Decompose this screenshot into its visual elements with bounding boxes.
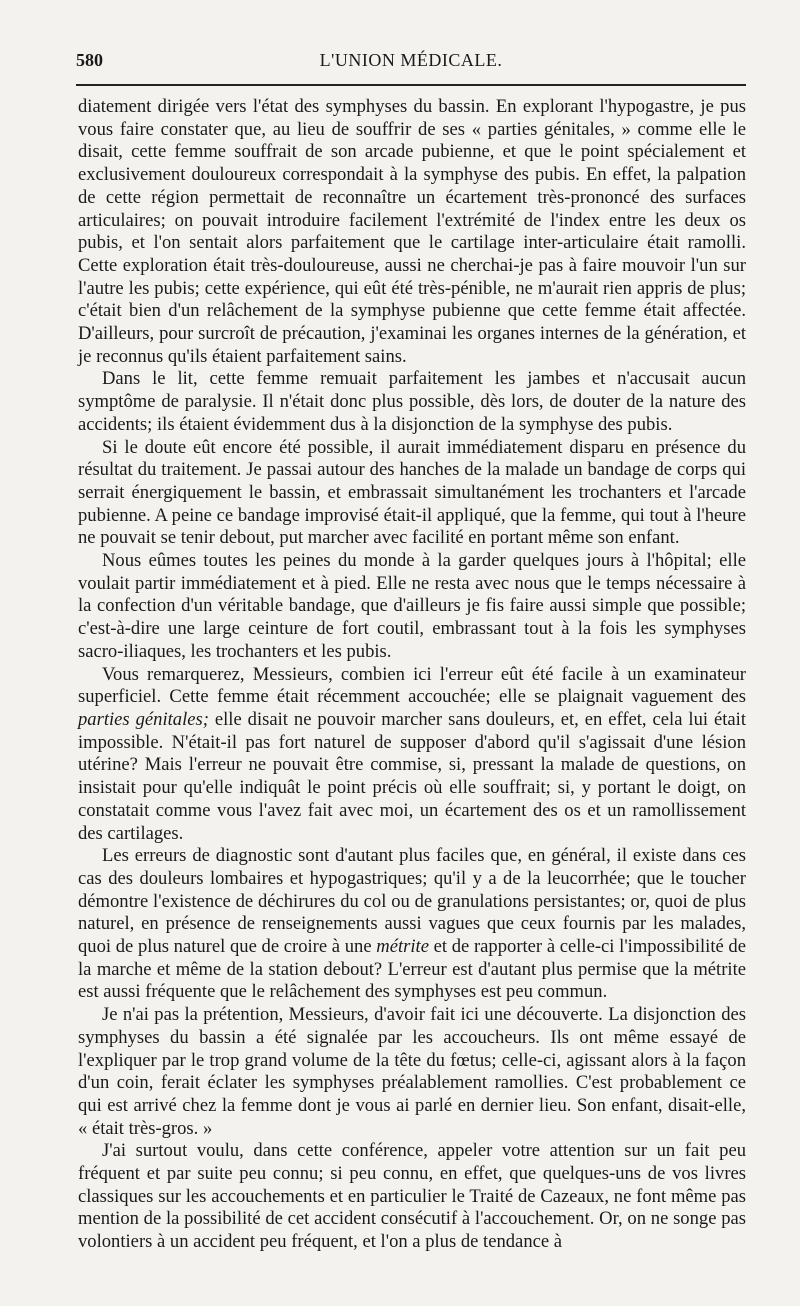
italic-phrase: parties génitales;	[78, 708, 209, 730]
paragraph: Je n'ai pas la prétention, Messieurs, d'avoir fait ici une découverte. La disjonction des symphyses du bassin a été signalée par les accoucheurs. Ils ont même essayé de l'expliquer par le trop grand volume de la tête du fœtus; celle-ci, agissant alors à la façon d'un coin, ferait éclater les symphyses préalablement ramollies. C'est probablement ce qui est arrivé chez la femme dont je vous ai parlé en dernier lieu. Son enfant, disait-elle, « était très-gros. »	[78, 1004, 746, 1139]
body-text	[78, 96, 746, 1254]
paragraph	[78, 664, 746, 846]
paragraph-text: et de rapporter à celle-ci l'impossibilité de la marche et même de la station debout? L'erreur est d'autant plus permise que la métrite est aussi fréquente que le relâchement des symphyses est peu commun.	[78, 936, 746, 1003]
paragraph-text: Les erreurs de diagnostic sont d'autant plus faciles que, en général, il existe dans ces cas des douleurs lombaires et hypogastriques; qu'il y a de la leucorrhée; que le toucher démontre l'existence de déchirures du col ou de granulations persistantes; or, quoi de plus naturel, en présence de renseignements aussi vagues que ceux fournis par les malades, quoi de plus naturel que de croire à une	[78, 845, 746, 958]
header-rule	[76, 84, 746, 86]
paragraph: diatement dirigée vers l'état des symphyses du bassin. En explorant l'hypogastre, je pus vous faire constater que, au lieu de souffrir de ses « parties génitales, » comme elle le disait, cette femme souffrait de son arcade pubienne, et que le point spécialement et exclusivement douloureux correspondait à la symphyse des pubis. En effet, la palpation de cette région permettait de reconnaître un écartement très-prononcé des surfaces articulaires; on pouvait introduire facilement l'extrémité de l'index entre les deux os pubis, et l'on sentait alors parfaitement que le cartilage inter-articulaire était ramolli. Cette exploration était très-douloureuse, aussi ne cherchai-je pas à faire mouvoir l'un sur l'autre les pubis; cette expérience, qui eût été très-pénible, ne m'aurait rien appris de plus; c'était bien d'un relâchement de la symphyse pubienne que cette femme était affectée. D'ailleurs, pour surcroît de précaution, j'examinai les organes internes de la génération, et je reconnus qu'ils étaient parfaitement sains.	[78, 96, 746, 367]
journal-title: L'UNION MÉDICALE.	[319, 50, 503, 70]
paragraph: Nous eûmes toutes les peines du monde à la garder quelques jours à l'hôpital; elle voulait partir immédiatement et à pied. Elle ne resta avec nous que le temps nécessaire à la confection d'un véritable bandage, que d'ailleurs je fis faire aussi simple que possible; c'est-à-dire une large ceinture de fort coutil, embrassant tout à la fois les symphyses sacro-iliaques, les trochanters et les pubis.	[78, 550, 746, 662]
italic-word: métrite	[376, 936, 429, 958]
paragraph: Si le doute eût encore été possible, il aurait immédiatement disparu en présence du résultat du traitement. Je passai autour des hanches de la malade un bandage de corps qui serrait énergiquement le bassin, et embrassait simultanément les trochanters et l'arcade pubienne. A peine ce bandage improvisé était-il appliqué, que la femme, qui tout à l'heure ne pouvait se tenir debout, put marcher avec facilité en portant même son enfant.	[78, 436, 746, 549]
running-header	[76, 50, 746, 76]
paragraph: Dans le lit, cette femme remuait parfaitement les jambes et n'accusait aucun symptôme de paralysie. Il n'était donc plus possible, dès lors, de douter de la nature des accidents; ils étaient évidemment dus à la disjonction de la symphyse des pubis.	[78, 368, 746, 435]
paragraph	[78, 845, 746, 1004]
paragraph-text: Vous remarquerez, Messieurs, combien ici l'erreur eût été facile à un examinateur superficiel. Cette femme était récemment accouchée; elle se plaignait vaguement des	[78, 663, 746, 708]
paragraph-text: elle disait ne pouvoir marcher sans douleurs, et, en effet, cela lui était impossible. N'était-il pas fort naturel de supposer d'abord qu'il s'agissait d'une lésion utérine? Mais l'erreur ne pouvait être commise, si, pressant la malade de questions, on insistait pour qu'elle indiquât le point précis où elle souffrait; si, y portant le doigt, on constatait comme vous l'avez fait avec moi, un écartement des os et un ramollissement des cartilages.	[78, 708, 747, 844]
paragraph: J'ai surtout voulu, dans cette conférence, appeler votre attention sur un fait peu fréquent et par suite peu connu; si peu connu, en effet, que quelques-uns de vos livres classiques sur les accouchements et en particulier le Traité de Cazeaux, ne font même pas mention de la possibilité de cet accident consécutif à l'accouchement. Or, on ne songe pas volontiers à un accident peu fréquent, et l'on a plus de tendance à	[78, 1140, 746, 1253]
page-number: 580	[76, 50, 103, 70]
